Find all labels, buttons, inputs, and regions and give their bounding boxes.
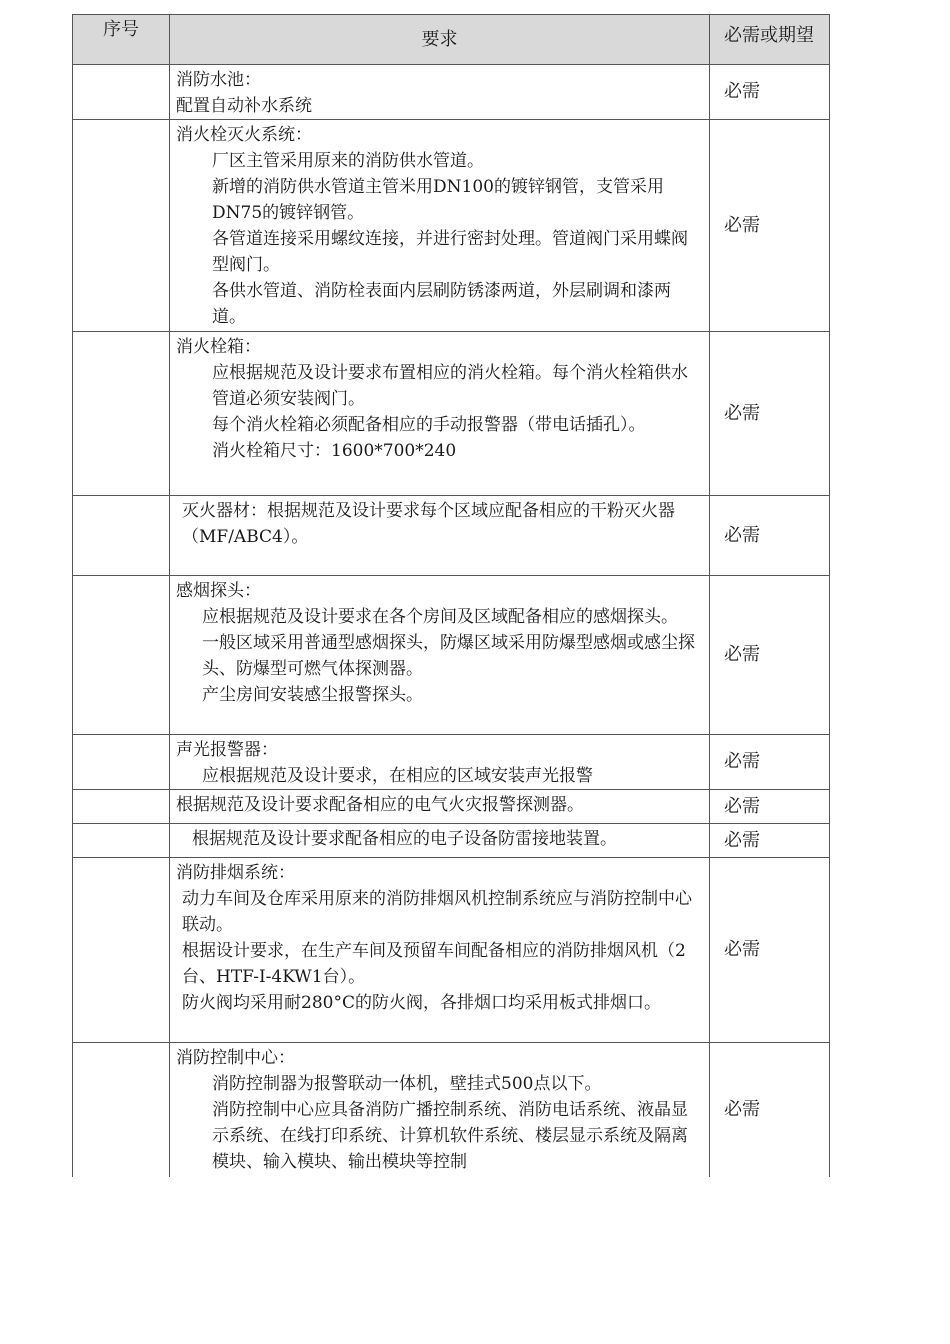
- table-row: [73, 735, 830, 790]
- row-requirement: [170, 1043, 710, 1178]
- row-requirement: [170, 65, 710, 120]
- table-row: [73, 858, 830, 1043]
- requirements-table: [72, 14, 830, 1177]
- row-status: 必需: [710, 332, 830, 496]
- row-title: 消防控制中心：: [176, 1048, 295, 1068]
- row-line: 各管道连接采用螺纹连接，并进行密封处理。管道阀门采用蝶阀型阀门。: [212, 229, 688, 275]
- row-index: [73, 824, 170, 858]
- row-status: 必需: [710, 120, 830, 332]
- header-index: 序号: [73, 15, 170, 65]
- row-line: 根据设计要求，在生产车间及预留车间配备相应的消防排烟风机（2台、HTF-I-4KW1台）。: [182, 941, 686, 987]
- row-requirement: [170, 496, 710, 576]
- row-index: [73, 1043, 170, 1178]
- row-title: 声光报警器：: [176, 740, 278, 760]
- row-requirement: [170, 790, 710, 824]
- table-row: [73, 824, 830, 858]
- row-index: [73, 790, 170, 824]
- table-row: [73, 576, 830, 735]
- row-requirement: [170, 858, 710, 1043]
- row-title: 消防水池：: [176, 70, 261, 90]
- table-row: [73, 120, 830, 332]
- row-status: 必需: [710, 496, 830, 576]
- row-status: 必需: [710, 824, 830, 858]
- row-requirement: [170, 120, 710, 332]
- row-index: [73, 65, 170, 120]
- row-line: 一般区域采用普通型感烟探头，防爆区域采用防爆型感烟或感尘探头、防爆型可燃气体探测器。: [202, 633, 695, 679]
- row-line: 消火栓箱尺寸：1600*700*240: [212, 441, 457, 461]
- row-status: 必需: [710, 858, 830, 1043]
- row-index: [73, 332, 170, 496]
- row-title: 消火栓灭火系统：: [176, 125, 312, 145]
- row-line: 厂区主管采用原来的消防供水管道。: [212, 151, 484, 171]
- row-title: 消火栓箱：: [176, 337, 261, 357]
- row-line: 产尘房间安装感尘报警探头。: [202, 685, 423, 705]
- table-row: [73, 65, 830, 120]
- row-requirement: [170, 576, 710, 735]
- row-line: 配置自动补水系统: [176, 96, 312, 116]
- row-line: 防火阀均采用耐280°C的防火阀，各排烟口均采用板式排烟口。: [182, 993, 661, 1013]
- row-requirement: [170, 735, 710, 790]
- row-line: 灭火器材：根据规范及设计要求每个区域应配备相应的干粉灭火器（MF/ABC4）。: [182, 501, 675, 547]
- table-row: [73, 790, 830, 824]
- row-index: [73, 576, 170, 735]
- row-status: 必需: [710, 576, 830, 735]
- row-line: 每个消火栓箱必须配备相应的手动报警器（带电话插孔）。: [212, 415, 646, 435]
- row-requirement: [170, 332, 710, 496]
- row-line: 动力车间及仓库采用原来的消防排烟风机控制系统应与消防控制中心联动。: [182, 889, 692, 935]
- row-index: [73, 735, 170, 790]
- row-line: 应根据规范及设计要求布置相应的消火栓箱。每个消火栓箱供水管道必须安装阀门。: [212, 363, 688, 409]
- table-row: [73, 1043, 830, 1178]
- row-line: 应根据规范及设计要求，在相应的区域安装声光报警: [202, 766, 593, 786]
- row-title: 感烟探头：: [176, 581, 261, 601]
- row-line: 新增的消防供水管道主管米用DN100的镀锌钢管，支管采用DN75的镀锌钢管。: [212, 177, 664, 223]
- row-index: [73, 858, 170, 1043]
- row-line: 应根据规范及设计要求在各个房间及区域配备相应的感烟探头。: [202, 607, 678, 627]
- header-row: [73, 15, 830, 65]
- row-line: 消防控制中心应具备消防广播控制系统、消防电话系统、液晶显示系统、在线打印系统、计算机软件系统、楼层显示系统及隔离模块、输入模块、输出模块等控制: [212, 1100, 688, 1172]
- row-index: [73, 120, 170, 332]
- row-line: 根据规范及设计要求配备相应的电子设备防雷接地装置。: [192, 829, 617, 849]
- row-status: 必需: [710, 65, 830, 120]
- table-row: [73, 332, 830, 496]
- row-line: 消防控制器为报警联动一体机，壁挂式500点以下。: [212, 1074, 602, 1094]
- table-row: [73, 496, 830, 576]
- row-line: 各供水管道、消防栓表面内层刷防锈漆两道，外层刷调和漆两道。: [212, 281, 671, 327]
- row-index: [73, 496, 170, 576]
- row-status: 必需: [710, 790, 830, 824]
- row-status: 必需: [710, 735, 830, 790]
- header-status: 必需或期望: [710, 15, 830, 65]
- row-requirement: [170, 824, 710, 858]
- header-requirement: 要求: [170, 15, 710, 65]
- row-title: 消防排烟系统：: [176, 863, 295, 883]
- row-status: 必需: [710, 1043, 830, 1178]
- row-line: 根据规范及设计要求配备相应的电气火灾报警探测器。: [176, 795, 584, 815]
